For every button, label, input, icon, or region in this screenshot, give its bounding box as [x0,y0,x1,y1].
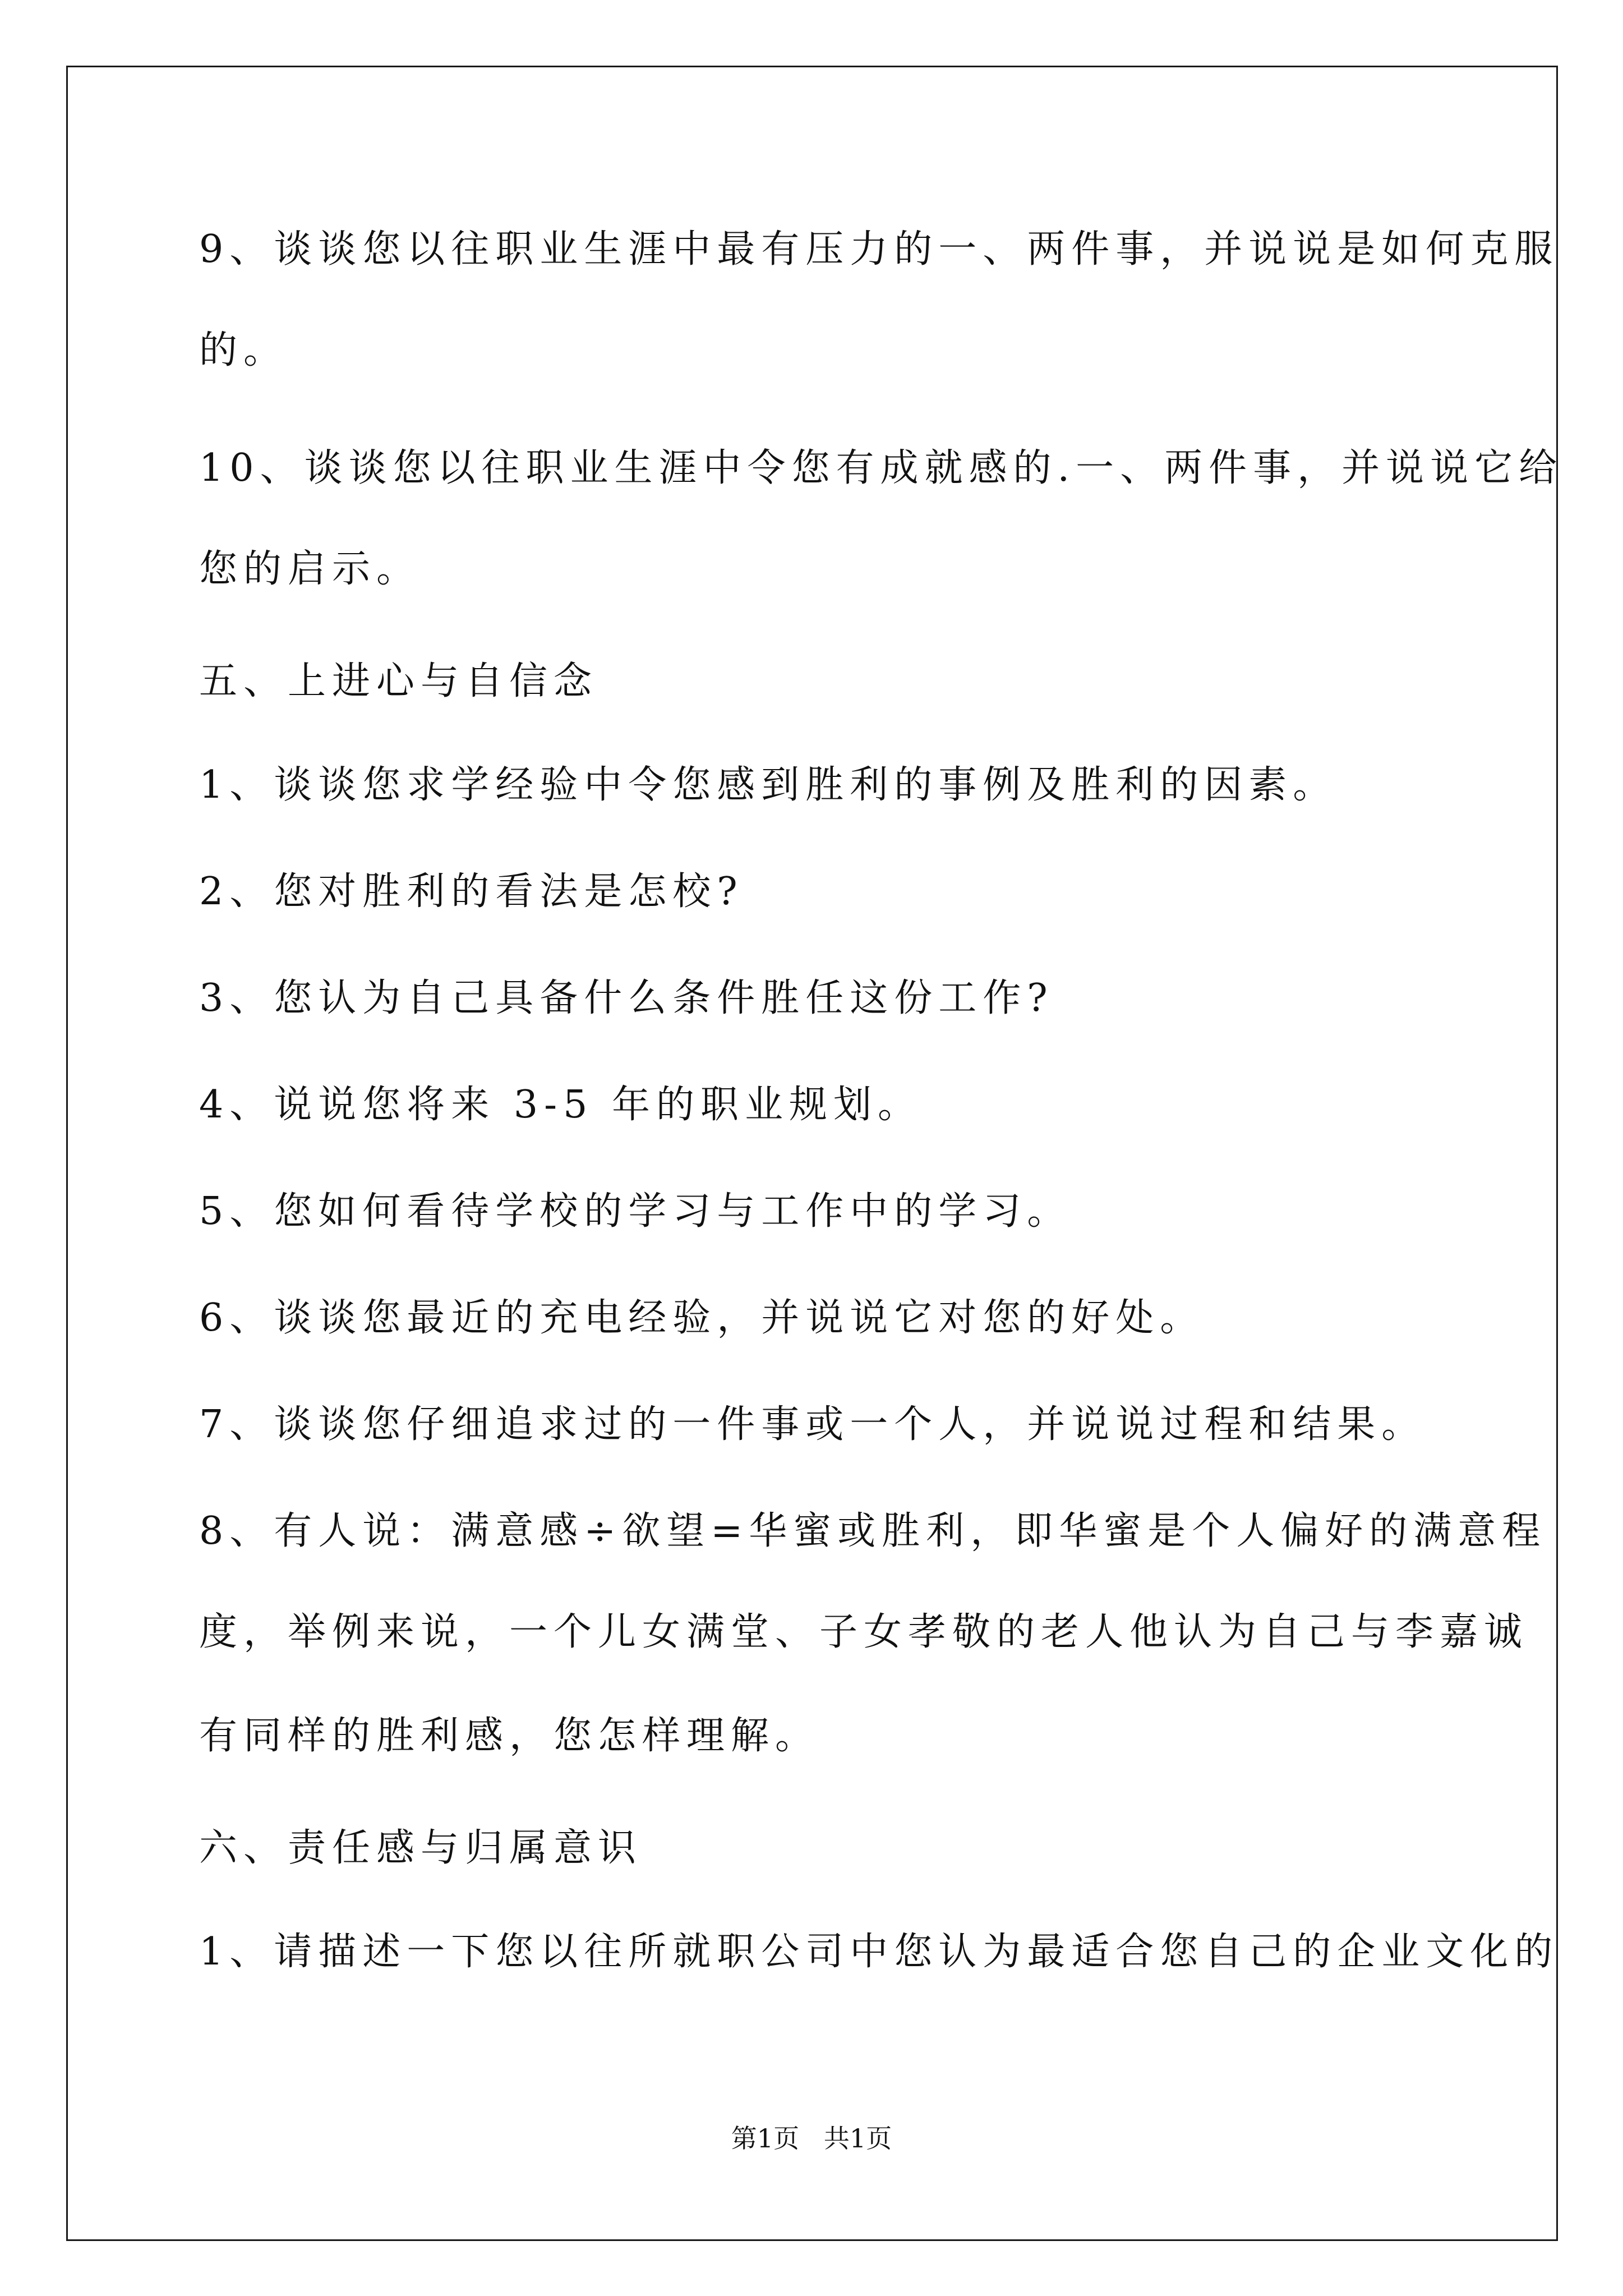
text-line-11: 6、谈谈您最近的充电经验，并说说它对您的好处。 [199,1296,1205,1340]
text-line-15: 有同样的胜利感，您怎样理解。 [199,1714,820,1758]
text-line-12: 7、谈谈您仔细追求过的一件事或一个人，并说说过程和结果。 [199,1402,1426,1447]
text-line-2: 的。 [199,328,288,372]
text-line-14: 度，举例来说，一个儿女满堂、子女孝敬的老人他认为自己与李嘉诚 [199,1610,1529,1654]
text-line-10: 5、您如何看待学校的学习与工作中的学习。 [199,1189,1072,1234]
section-heading-5: 五、上进心与自信念 [199,659,598,703]
section-heading-6: 六、责任感与归属意识 [199,1826,643,1870]
text-line-4: 您的启示。 [199,547,421,591]
page-number-footer: 第1页 共1页 [731,2123,892,2154]
page-border [66,66,1558,2241]
text-line-13: 8、有人说：满意感÷欲望=华蜜或胜利，即华蜜是个人偏好的满意程 [199,1509,1547,1553]
text-line-8: 3、您认为自己具备什么条件胜任这份工作? [199,976,1054,1020]
text-line-9: 4、说说您将来 3-5 年的职业规划。 [199,1083,922,1127]
text-line-6: 1、谈谈您求学经验中令您感到胜利的事例及胜利的因素。 [199,763,1338,807]
text-line-1: 9、谈谈您以往职业生涯中最有压力的一、两件事，并说说是如何克服 [199,227,1559,272]
text-line-17: 1、请描述一下您以往所就职公司中您认为最适合您自己的企业文化的 [199,1930,1559,1974]
text-line-3: 10、谈谈您以往职业生涯中令您有成就感的.一、两件事，并说说它给 [199,446,1564,490]
text-line-7: 2、您对胜利的看法是怎校? [199,869,744,914]
